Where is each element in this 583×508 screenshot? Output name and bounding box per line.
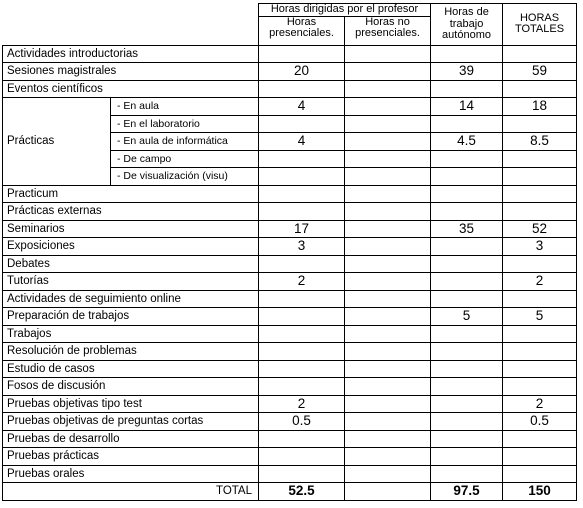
cell-autonomo (431, 168, 503, 186)
cell-autonomo (431, 203, 503, 221)
total-no-presenciales (345, 483, 431, 501)
cell-no-presenciales (345, 133, 431, 151)
table-row (3, 413, 577, 431)
header-totales: HORAS TOTALES (503, 4, 577, 46)
activity-label: Tutorías (3, 273, 259, 291)
activity-label: Pruebas orales (3, 465, 259, 483)
cell-totales (503, 150, 577, 168)
cell-totales: 3 (503, 238, 577, 256)
cell-presenciales: 3 (259, 238, 345, 256)
cell-totales (503, 255, 577, 273)
activity-label: Exposiciones (3, 238, 259, 256)
cell-totales (503, 203, 577, 221)
cell-autonomo (431, 115, 503, 133)
cell-presenciales (259, 308, 345, 326)
cell-autonomo (431, 185, 503, 203)
activity-label: Pruebas de desarrollo (3, 430, 259, 448)
table-row (3, 308, 577, 326)
cell-no-presenciales (345, 448, 431, 466)
table-row (3, 430, 577, 448)
cell-presenciales (259, 465, 345, 483)
practicas-sub-label: - En aula (111, 98, 259, 116)
activity-label: Pruebas objetivas de preguntas cortas (3, 413, 259, 431)
cell-no-presenciales (345, 238, 431, 256)
activity-label: Actividades introductorias (3, 45, 259, 63)
cell-totales: 59 (503, 63, 577, 81)
total-autonomo: 97.5 (431, 483, 503, 501)
cell-totales (503, 185, 577, 203)
table-row (3, 255, 577, 273)
cell-no-presenciales (345, 343, 431, 361)
cell-autonomo (431, 378, 503, 396)
cell-presenciales: 4 (259, 133, 345, 151)
table-row (3, 395, 577, 413)
activity-label: Debates (3, 255, 259, 273)
activity-label: Sesiones magistrales (3, 63, 259, 81)
activity-label: Pruebas prácticas (3, 448, 259, 466)
cell-autonomo: 14 (431, 98, 503, 116)
header-autonomo: Horas de trabajo autónomo (431, 4, 503, 46)
cell-totales (503, 360, 577, 378)
cell-autonomo (431, 465, 503, 483)
cell-no-presenciales (345, 185, 431, 203)
total-row (3, 483, 577, 501)
cell-presenciales (259, 115, 345, 133)
table-row (3, 238, 577, 256)
activity-label: Seminarios (3, 220, 259, 238)
cell-autonomo: 35 (431, 220, 503, 238)
cell-totales (503, 80, 577, 98)
activity-label: Actividades de seguimiento online (3, 290, 259, 308)
cell-no-presenciales (345, 360, 431, 378)
table-row (3, 220, 577, 238)
cell-no-presenciales (345, 98, 431, 116)
cell-totales (503, 430, 577, 448)
cell-totales: 2 (503, 273, 577, 291)
cell-autonomo: 39 (431, 63, 503, 81)
cell-totales (503, 448, 577, 466)
cell-presenciales (259, 360, 345, 378)
cell-totales: 2 (503, 395, 577, 413)
cell-no-presenciales (345, 430, 431, 448)
cell-no-presenciales (345, 290, 431, 308)
activity-label: Fosos de discusión (3, 378, 259, 396)
cell-autonomo: 5 (431, 308, 503, 326)
practicas-sub-label: - De campo (111, 150, 259, 168)
practicas-sub-label: - De visualización (visu) (111, 168, 259, 186)
cell-autonomo (431, 290, 503, 308)
cell-autonomo: 4.5 (431, 133, 503, 151)
cell-totales (503, 465, 577, 483)
table-row (3, 465, 577, 483)
cell-presenciales (259, 203, 345, 221)
empty-corner (3, 4, 259, 46)
cell-autonomo (431, 238, 503, 256)
cell-no-presenciales (345, 80, 431, 98)
cell-no-presenciales (345, 115, 431, 133)
table-row (3, 290, 577, 308)
cell-presenciales (259, 325, 345, 343)
cell-totales: 8.5 (503, 133, 577, 151)
cell-autonomo (431, 360, 503, 378)
cell-autonomo (431, 430, 503, 448)
cell-autonomo (431, 45, 503, 63)
cell-totales (503, 45, 577, 63)
cell-totales: 18 (503, 98, 577, 116)
table-row (3, 45, 577, 63)
cell-totales: 0.5 (503, 413, 577, 431)
cell-presenciales: 0.5 (259, 413, 345, 431)
activity-label: Trabajos (3, 325, 259, 343)
cell-presenciales (259, 150, 345, 168)
activity-label: Pruebas objetivas tipo test (3, 395, 259, 413)
cell-no-presenciales (345, 395, 431, 413)
cell-no-presenciales (345, 150, 431, 168)
cell-totales (503, 378, 577, 396)
table-row (3, 448, 577, 466)
cell-presenciales: 17 (259, 220, 345, 238)
cell-presenciales: 2 (259, 395, 345, 413)
total-label: TOTAL (3, 483, 259, 501)
table-row (3, 80, 577, 98)
cell-autonomo (431, 448, 503, 466)
table-row (3, 343, 577, 361)
header-no-presenciales: Horas no presenciales. (345, 16, 431, 45)
cell-totales: 5 (503, 308, 577, 326)
table-row (3, 360, 577, 378)
cell-no-presenciales (345, 378, 431, 396)
table-row (3, 273, 577, 291)
cell-totales (503, 168, 577, 186)
cell-totales (503, 343, 577, 361)
cell-presenciales (259, 378, 345, 396)
cell-no-presenciales (345, 273, 431, 291)
practicas-sub-label: - En aula de informática (111, 133, 259, 151)
cell-no-presenciales (345, 465, 431, 483)
cell-presenciales (259, 168, 345, 186)
cell-presenciales: 2 (259, 273, 345, 291)
cell-totales: 52 (503, 220, 577, 238)
header-group-profesor: Horas dirigidas por el profesor (259, 4, 431, 17)
cell-autonomo (431, 395, 503, 413)
cell-presenciales: 20 (259, 63, 345, 81)
activity-label: Estudio de casos (3, 360, 259, 378)
cell-no-presenciales (345, 168, 431, 186)
activity-label: Preparación de trabajos (3, 308, 259, 326)
cell-autonomo (431, 325, 503, 343)
cell-autonomo (431, 80, 503, 98)
cell-presenciales (259, 343, 345, 361)
cell-autonomo (431, 343, 503, 361)
cell-presenciales (259, 80, 345, 98)
activity-label: Practicum (3, 185, 259, 203)
cell-autonomo (431, 413, 503, 431)
cell-totales (503, 325, 577, 343)
table-row (3, 185, 577, 203)
table-row (3, 63, 577, 81)
total-presenciales: 52.5 (259, 483, 345, 501)
total-totales: 150 (503, 483, 577, 501)
cell-autonomo (431, 273, 503, 291)
cell-no-presenciales (345, 255, 431, 273)
cell-presenciales: 4 (259, 98, 345, 116)
cell-totales (503, 115, 577, 133)
header-presenciales: Horas presenciales. (259, 16, 345, 45)
cell-presenciales (259, 430, 345, 448)
practicas-sub-label: - En el laboratorio (111, 115, 259, 133)
cell-autonomo (431, 255, 503, 273)
table-row (3, 98, 577, 116)
table-row (3, 325, 577, 343)
hours-table (2, 3, 577, 501)
cell-totales (503, 290, 577, 308)
cell-no-presenciales (345, 220, 431, 238)
cell-no-presenciales (345, 308, 431, 326)
table-row (3, 378, 577, 396)
activity-label: Resolución de problemas (3, 343, 259, 361)
cell-presenciales (259, 448, 345, 466)
cell-presenciales (259, 255, 345, 273)
table-row (3, 203, 577, 221)
cell-no-presenciales (345, 63, 431, 81)
cell-presenciales (259, 45, 345, 63)
cell-no-presenciales (345, 413, 431, 431)
activity-label: Eventos científicos (3, 80, 259, 98)
cell-autonomo (431, 150, 503, 168)
activity-label: Prácticas externas (3, 203, 259, 221)
cell-presenciales (259, 185, 345, 203)
cell-no-presenciales (345, 45, 431, 63)
cell-no-presenciales (345, 325, 431, 343)
cell-presenciales (259, 290, 345, 308)
cell-no-presenciales (345, 203, 431, 221)
practicas-label: Prácticas (3, 98, 111, 186)
